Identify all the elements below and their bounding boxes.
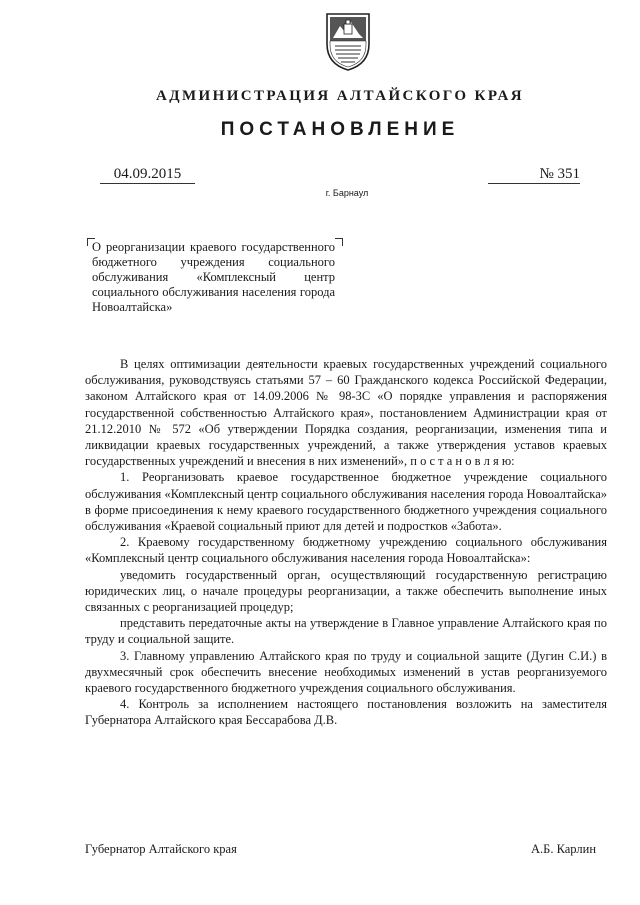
signatory-name: А.Б. Карлин <box>531 842 597 856</box>
coat-of-arms-emblem <box>323 8 373 72</box>
item-paragraph: 4. Контроль за исполнением настоящего постановления возложить на заместителя Губернатора Алтайского края Бессарабова Д.В. <box>85 697 607 728</box>
item-paragraph: 3. Главному управлению Алтайского края по труду и социальной защите (Дугин С.И.) в двухмесячный срок обеспечить внесение необходимых изменений в устав реорганизуемого краевого государственного бюджетного учреждения социального обслуживания. <box>85 648 607 696</box>
preamble-paragraph <box>85 356 607 469</box>
item-paragraph: уведомить государственный орган, осуществляющий государственную регистрацию юридических лиц, о начале процедуры реорганизации, а также обеспечить выполнение иных связанных с реорганизацией процедур; <box>85 567 607 615</box>
document-city: г. Барнаул <box>325 188 369 198</box>
preamble-text: В целях оптимизации деятельности краевых государственных учреждений социального обслуживания, руководствуясь статьями 57 – 60 Гражданского кодекса Российской Федерации, законом Алтайского края от 14.09.2006 № 98-ЗС «О порядке управления и распоряжения государственной собственностью Алтайского края», постановлением Администрации края от 21.12.2010 № 572 «Об утверждении Порядка создания, реорганизации, изменения типа и ликвидации краевых государственных учреждений, а также утверждения уставов краевых государственных учреждений и внесения в них изменений», <box>85 357 607 469</box>
document-subject: О реорганизации краевого государственного бюджетного учреждения социального обслуживания «Комплексный центр социального обслуживания населения города Новоалтайска» <box>92 240 335 314</box>
item-paragraph: представить передаточные акты на утверждение в Главное управление Алтайского края по труду и социальной защите. <box>85 616 607 647</box>
document-body <box>85 356 607 729</box>
organization-title: АДМИНИСТРАЦИЯ АЛТАЙСКОГО КРАЯ <box>156 88 524 104</box>
signatory-position: Губернатор Алтайского края <box>85 842 237 856</box>
document-date: 04.09.2015 <box>100 166 195 184</box>
item-paragraph: 2. Краевому государственному бюджетному учреждению социального обслуживания «Комплексный центр социального обслуживания населения города Новоалтайска»: <box>85 535 607 566</box>
subject-bracket-right <box>335 238 343 246</box>
document-number: № 351 <box>488 166 580 184</box>
item-paragraph: 1. Реорганизовать краевое государственное бюджетное учреждение социального обслуживания «Комплексный центр социального обслуживания населения города Новоалтайска» в форме присоединения к нему краевого государственного бюджетного учреждения социального обслуживания «Краевой социальный приют для детей и подростков «Забота». <box>85 470 607 534</box>
decree-word: п о с т а н о в л я ю: <box>410 454 515 469</box>
document-type-title: ПОСТАНОВЛЕНИЕ <box>220 119 460 140</box>
